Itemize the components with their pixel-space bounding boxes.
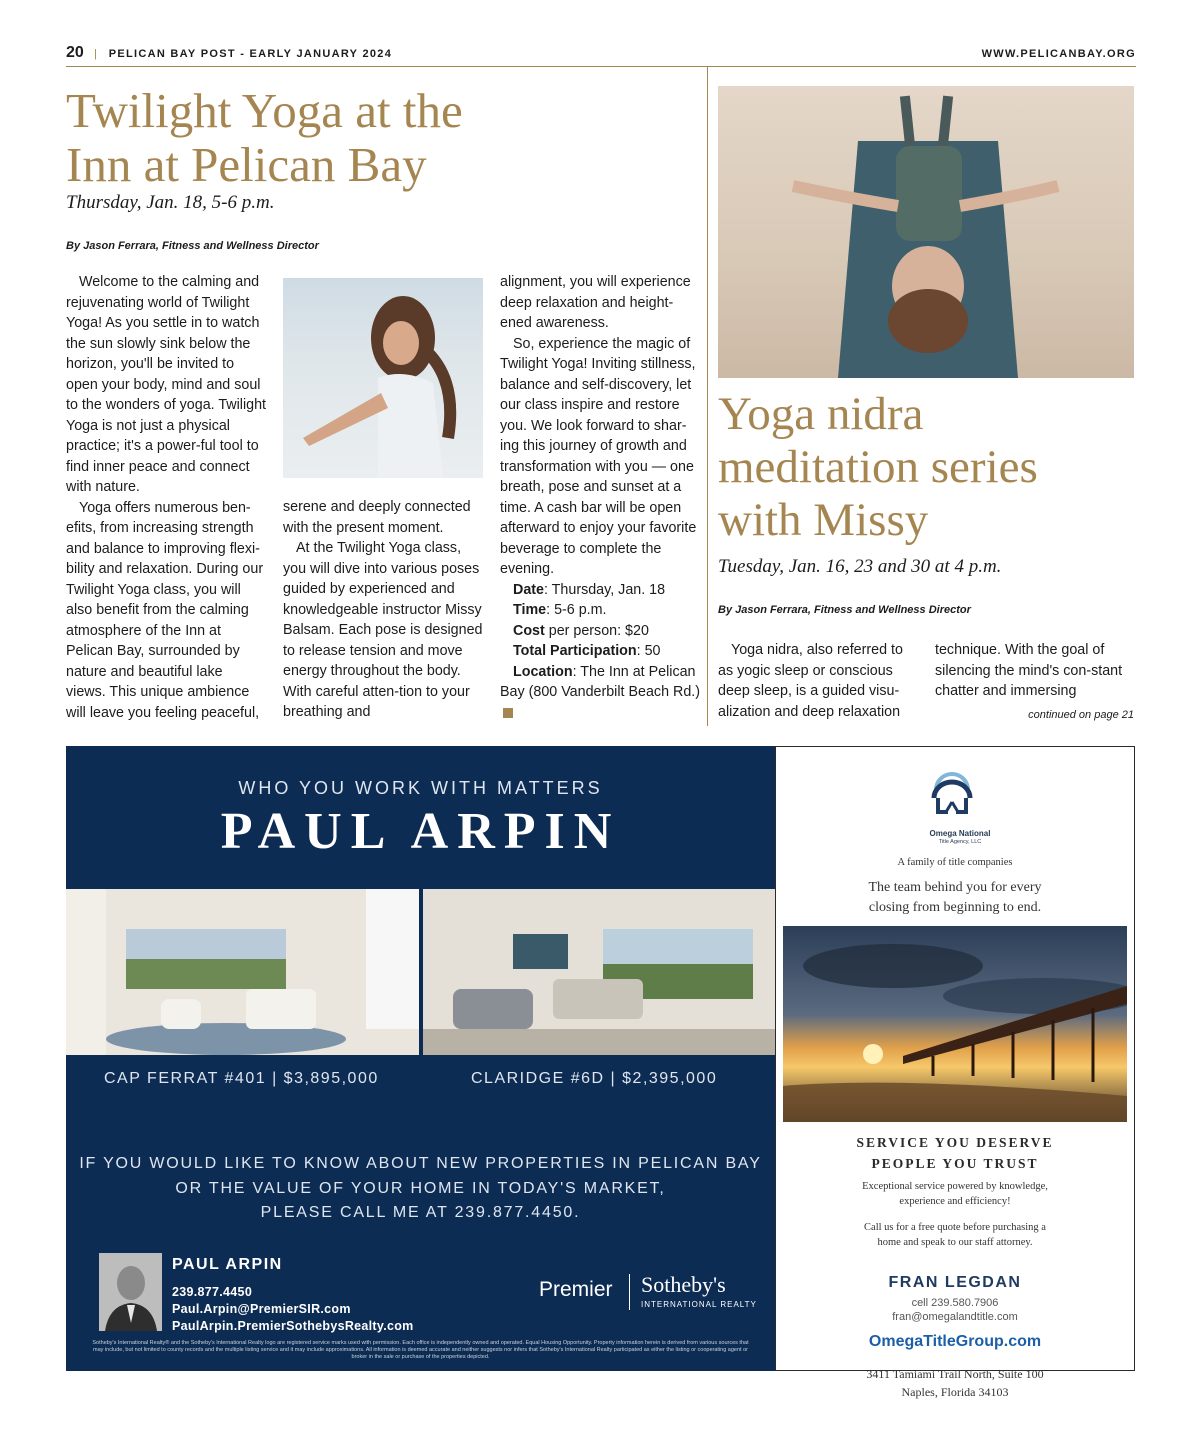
article1-column-3 bbox=[500, 272, 700, 723]
detail-label: Date bbox=[513, 581, 544, 598]
header-rule bbox=[66, 66, 1136, 67]
detail-label: Total Participation bbox=[513, 643, 637, 659]
article2-column-1 bbox=[718, 640, 918, 722]
brand-divider bbox=[629, 1274, 630, 1310]
article1-paragraph: serene and deeply connected with the present moment. bbox=[283, 499, 471, 536]
article1-column-2 bbox=[283, 497, 483, 723]
call-line: Call us for a free quote before purchasing a bbox=[864, 1222, 1046, 1233]
detail-label: Time bbox=[513, 602, 547, 618]
article2-paragraph: technique. With the goal of silencing the mind's con-stant chatter and immersing bbox=[935, 642, 1123, 699]
ad-tagline: WHO YOU WORK WITH MATTERS bbox=[238, 778, 603, 798]
omega-call bbox=[775, 1220, 1135, 1250]
omega-family-line: A family of title companies bbox=[897, 857, 1013, 868]
end-mark-icon bbox=[503, 708, 513, 718]
article1-headline bbox=[66, 84, 686, 192]
continued-link[interactable]: continued on page 21 bbox=[1028, 709, 1134, 721]
detail-value: per person: $20 bbox=[544, 622, 649, 639]
brand-sothebys: Sotheby's bbox=[641, 1272, 726, 1297]
omega-slogan bbox=[775, 878, 1135, 918]
service-line: SERVICE YOU DESERVE bbox=[856, 1135, 1054, 1150]
exceptional-line: experience and efficiency! bbox=[899, 1196, 1011, 1207]
listing-photo-cap-ferrat[interactable] bbox=[66, 889, 419, 1055]
article1-paragraph: Yoga offers numerous ben-efits, from increasing strength and balance to improving flexi-bility and relaxation. During our Twilight Yoga class, you will also benefit from the calming atmosphere of the Inn at Pelican Bay, surrounded by nature and beautiful lake views. This unique ambience will leave you feeling peaceful, bbox=[66, 499, 264, 721]
yoga-instructor-photo bbox=[283, 278, 483, 478]
omega-service-heading bbox=[775, 1132, 1135, 1174]
brand-premier: Premier bbox=[539, 1278, 613, 1301]
omega-logo-subtitle: Title Agency, LLC bbox=[938, 839, 982, 845]
agent-phone[interactable]: 239.877.4450 bbox=[172, 1285, 253, 1299]
column-divider bbox=[707, 66, 708, 726]
detail-value: : 5-6 p.m. bbox=[546, 602, 607, 618]
service-line: PEOPLE YOU TRUST bbox=[871, 1156, 1039, 1171]
ad-agent-headline: PAUL ARPIN bbox=[220, 803, 621, 860]
address-line: Naples, Florida 34103 bbox=[901, 1385, 1009, 1399]
detail-label: Cost bbox=[513, 622, 545, 639]
article1-paragraph: alignment, you will experience deep relaxation and height-ened awareness. bbox=[500, 274, 691, 331]
article2-headline bbox=[718, 388, 1138, 547]
pier-sunset-photo bbox=[783, 926, 1127, 1122]
publication-title: PELICAN BAY POST - EARLY JANUARY 2024 bbox=[108, 48, 393, 60]
omega-logo-name: Omega National bbox=[929, 829, 991, 838]
exceptional-line: Exceptional service powered by knowledge, bbox=[862, 1181, 1048, 1192]
article1-column-1 bbox=[66, 272, 266, 723]
article2-column-2 bbox=[935, 640, 1135, 702]
cta-line: PLEASE CALL ME AT 239.877.4450. bbox=[260, 1204, 581, 1221]
article1-paragraph: At the Twilight Yoga class, you will dive into various poses guided by experienced and knowledgeable instructor Missy Balsam. Each pose is designed to release tension and move energy throughout the body. With careful atten-tion to your breathing and bbox=[283, 540, 483, 720]
address-line: 3411 Tamiami Trail North, Suite 100 bbox=[866, 1367, 1044, 1381]
listing-photo-claridge[interactable] bbox=[423, 889, 775, 1055]
ad-call-to-action bbox=[66, 1152, 775, 1226]
article1-headline-line2: Inn at Pelican Bay bbox=[66, 137, 427, 192]
website-link[interactable]: WWW.PELICANBAY.ORG bbox=[981, 48, 1136, 60]
article1-paragraph: Welcome to the calming and rejuvenating world of Twilight Yoga! As you settle in to watch the sun slowly sink below the horizon, you'll be invited to open your body, mind and soul to the wonders of yoga. Twilight Yoga is not just a physical practice; it's a power-ful tool to find inner peace and connect with nature. bbox=[66, 274, 267, 495]
header-separator: | bbox=[94, 48, 99, 60]
running-header bbox=[66, 44, 392, 62]
omega-website[interactable]: OmegaTitleGroup.com bbox=[868, 1333, 1042, 1350]
detail-label: Location bbox=[513, 663, 573, 680]
agent-headshot bbox=[99, 1253, 162, 1331]
call-line: home and speak to our staff attorney. bbox=[877, 1237, 1033, 1248]
detail-value: : Thursday, Jan. 18 bbox=[544, 581, 666, 598]
cta-line: OR THE VALUE OF YOUR HOME IN TODAY'S MARKET, bbox=[175, 1179, 666, 1197]
article2-paragraph: Yoga nidra, also referred to as yogic sleep or conscious deep sleep, is a guided visu-alization and deep relaxation bbox=[718, 642, 903, 720]
article1-dateline: Thursday, Jan. 18, 5-6 p.m. bbox=[66, 192, 275, 213]
event-details bbox=[500, 580, 700, 724]
ad-disclaimer: Sotheby's International Realty® and the Sotheby's International Realty logo are registered service marks used with permission. Each office is independently owned and operated. Equal Housing Opportunity. Property information herein is derived from various sources that may include, but not limited to county records and the multiple listing service and it may include approximations. All information is deemed accurate and neither suggests nor infers that Sotheby's International Realty participated as either the listing or cooperating agent or broker in the sale or purchase of the properties depicted. bbox=[92, 1340, 749, 1360]
page-number: 20 bbox=[66, 44, 84, 61]
slogan-line: closing from beginning to end. bbox=[868, 900, 1042, 915]
article2-headline-line2: meditation series bbox=[718, 441, 1038, 493]
listing-caption-1: CAP FERRAT #401 | $3,895,000 bbox=[104, 1070, 379, 1087]
omega-logo-icon bbox=[928, 768, 976, 824]
agent-name: PAUL ARPIN bbox=[172, 1256, 283, 1273]
omega-address bbox=[775, 1365, 1135, 1401]
article1-paragraph: So, experience the magic of Twilight Yoga! Inviting stillness, balance and self-discovery, let our class inspire and restore you. We look forward to shar-ing this journey of growth and transformation with you — one breath, pose and sunset at a time. A cash bar will be open afterward to enjoy your favorite beverage to complete the evening. bbox=[500, 335, 697, 577]
slogan-line: The team behind you for every bbox=[868, 880, 1042, 895]
omega-exceptional bbox=[775, 1179, 1135, 1209]
article1-headline-line1: Twilight Yoga at the bbox=[66, 83, 463, 138]
article2-headline-line3: with Missy bbox=[718, 494, 929, 546]
detail-value: : The Inn at Pelican Bay (800 Vanderbilt Beach Rd.) bbox=[500, 663, 701, 700]
article2-byline: By Jason Ferrara, Fitness and Wellness Director bbox=[718, 604, 971, 616]
cta-line: IF YOU WOULD LIKE TO KNOW ABOUT NEW PROPERTIES IN PELICAN BAY bbox=[79, 1155, 762, 1172]
article1-byline: By Jason Ferrara, Fitness and Wellness Director bbox=[66, 240, 319, 252]
omega-contact-email[interactable]: fran@omegalandtitle.com bbox=[892, 1311, 1018, 1323]
article2-headline-line1: Yoga nidra bbox=[718, 388, 924, 440]
omega-contact-cell[interactable]: cell 239.580.7906 bbox=[911, 1297, 999, 1309]
article2-dateline: Tuesday, Jan. 16, 23 and 30 at 4 p.m. bbox=[718, 556, 1002, 577]
brand-subtitle: INTERNATIONAL REALTY bbox=[641, 1300, 757, 1309]
yoga-nidra-photo bbox=[718, 86, 1134, 378]
listing-caption-2: CLARIDGE #6D | $2,395,000 bbox=[471, 1070, 718, 1087]
detail-value: : 50 bbox=[636, 643, 661, 659]
omega-contact-name: FRAN LEGDAN bbox=[888, 1274, 1022, 1291]
agent-email[interactable]: Paul.Arpin@PremierSIR.com bbox=[172, 1302, 351, 1316]
agent-website[interactable]: PaulArpin.PremierSothebysRealty.com bbox=[172, 1319, 414, 1333]
